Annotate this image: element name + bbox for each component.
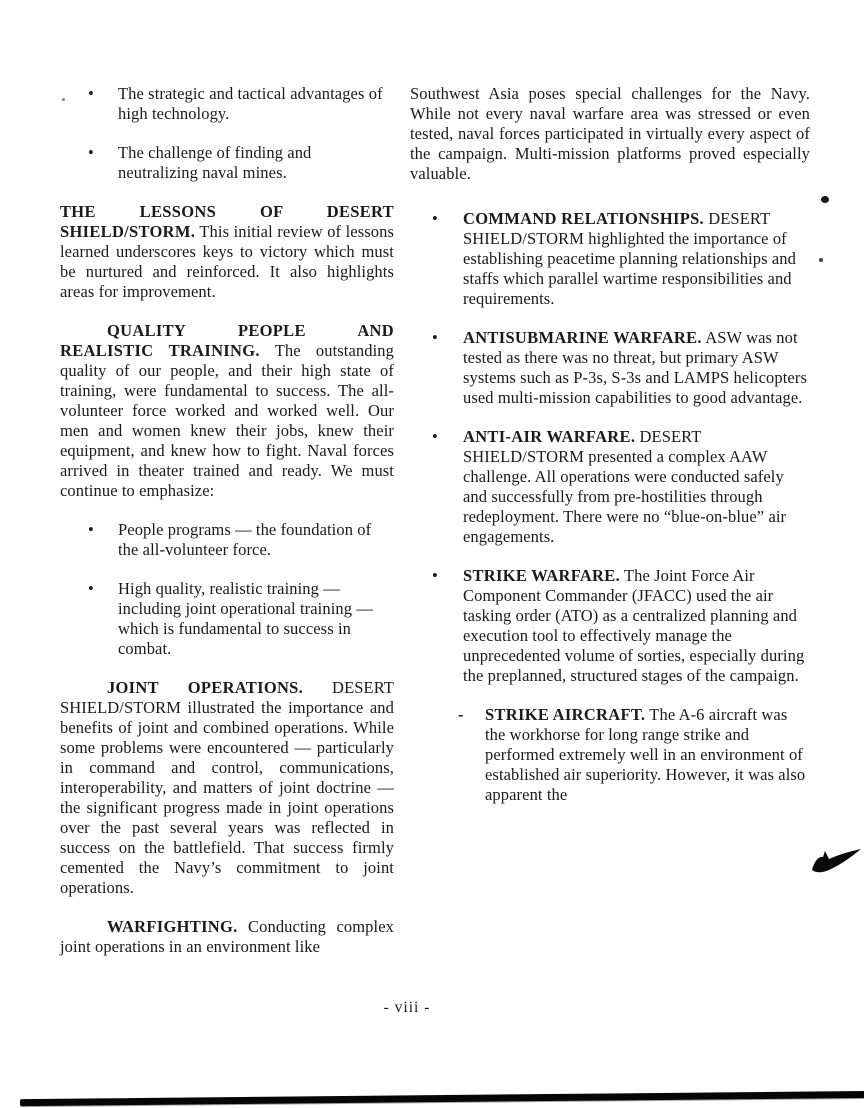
bullet-heading: COMMAND RELATIONSHIPS. [463, 209, 704, 228]
list-item [410, 427, 810, 547]
bullet-text: High quality, realistic training — including joint operational training — which is fundamental to success in combat. [118, 579, 373, 658]
list-item [60, 84, 394, 124]
scan-artifact-dot [62, 98, 65, 101]
bullet-text: The Joint Force Air Component Commander (JFACC) used the air tasking order (ATO) as a centralized planning and execution tool to effectively manage the unprecedented volume of sorties, especially during the preplanned, structured stages of the campaign. [463, 566, 805, 685]
bullet-text: People programs — the foundation of the all-volunteer force. [118, 520, 372, 559]
bullet-heading: ANTISUBMARINE WARFARE. [463, 328, 702, 347]
bullet-heading: ANTI-AIR WARFARE. [463, 427, 636, 446]
bullet-icon: • [432, 427, 438, 446]
paragraph [60, 321, 394, 501]
bullet-icon: • [432, 566, 438, 585]
bullet-icon: • [88, 520, 94, 539]
section-heading: QUALITY PEOPLE AND REALISTIC TRAINING. [60, 321, 394, 360]
scan-artifact-dot [819, 258, 823, 262]
list-item [410, 328, 810, 408]
scan-artifact-mark [806, 846, 864, 882]
paragraph-text: Southwest Asia poses special challenges for the Navy. While not every naval warfare area was stressed or even tested, naval forces participated in virtually every aspect of the campaign. Multi-mission platforms proved especially valuable. [410, 84, 810, 183]
list-item [410, 209, 810, 309]
bullet-text: DESERT SHIELD/STORM highlighted the importance of establishing peacetime planning relationships and staffs which parallel wartime responsibilities and requirements. [463, 209, 796, 308]
bullet-icon: • [88, 143, 94, 162]
left-column [60, 84, 394, 976]
paragraph-text: The outstanding quality of our people, and their high state of training, were fundamental to success. The all-volunteer force worked and worked well. Our men and women knew their jobs, knew their equipment, and knew how to fight. Naval forces arrived in theater trained and ready. We must continue to emphasize: [60, 341, 394, 500]
section-heading: WARFIGHTING. [107, 917, 238, 936]
section-heading: THE LESSONS OF DESERT SHIELD/STORM. [60, 202, 394, 241]
paragraph [60, 202, 394, 302]
bullet-text: The strategic and tactical advantages of high technology. [118, 84, 383, 123]
list-item [60, 520, 394, 560]
sub-list-item [410, 705, 810, 805]
paragraph-text: This initial review of lessons learned underscores keys to victory which must be nurtured and reinforced. It also highlights areas for improvement. [60, 222, 394, 301]
right-column [410, 84, 810, 824]
bullet-text: ASW was not tested as there was no threat, but primary ASW systems such as P-3s, S-3s and LAMPS helicopters used multi-mission capabilities to good advantage. [463, 328, 807, 407]
paragraph [60, 917, 394, 957]
page-number: - viii - [383, 999, 431, 1016]
paragraph-text: Conducting complex joint operations in an environment like [60, 917, 394, 956]
bullet-icon: • [88, 579, 94, 598]
bullet-icon: • [432, 328, 438, 347]
scan-artifact-dot [821, 196, 829, 203]
bullet-icon: • [432, 209, 438, 228]
paragraph [60, 678, 394, 898]
bullet-heading: STRIKE WARFARE. [463, 566, 621, 585]
list-item [60, 143, 394, 183]
bullet-text: The challenge of finding and neutralizing naval mines. [118, 143, 312, 182]
list-item [410, 566, 810, 686]
bullet-text: DESERT SHIELD/STORM presented a complex AAW challenge. All operations were conducted safely and successfully from pre-hostilities through redeployment. There were no “blue-on-blue” air engagements. [463, 427, 787, 546]
bullet-text: The A-6 aircraft was the workhorse for long range strike and performed extremely well in an environment of established air superiority. However, it was also apparent the [485, 705, 806, 804]
scan-artifact-bar [20, 1091, 864, 1106]
bullet-icon: • [88, 84, 94, 103]
dash-icon: - [458, 705, 464, 724]
paragraph [410, 84, 810, 184]
paragraph-text: DESERT SHIELD/STORM illustrated the importance and benefits of joint and combined operations. While some problems were encountered — particularly in command and control, communications, interoperability, and matters of joint doctrine — the significant progress made in joint operations over the past several years was reflected in success on the battlefield. That success firmly cemented the Navy’s commitment to joint operations. [60, 678, 394, 897]
bullet-heading: STRIKE AIRCRAFT. [485, 705, 646, 724]
section-heading: JOINT OPERATIONS. [107, 678, 304, 697]
list-item [60, 579, 394, 659]
